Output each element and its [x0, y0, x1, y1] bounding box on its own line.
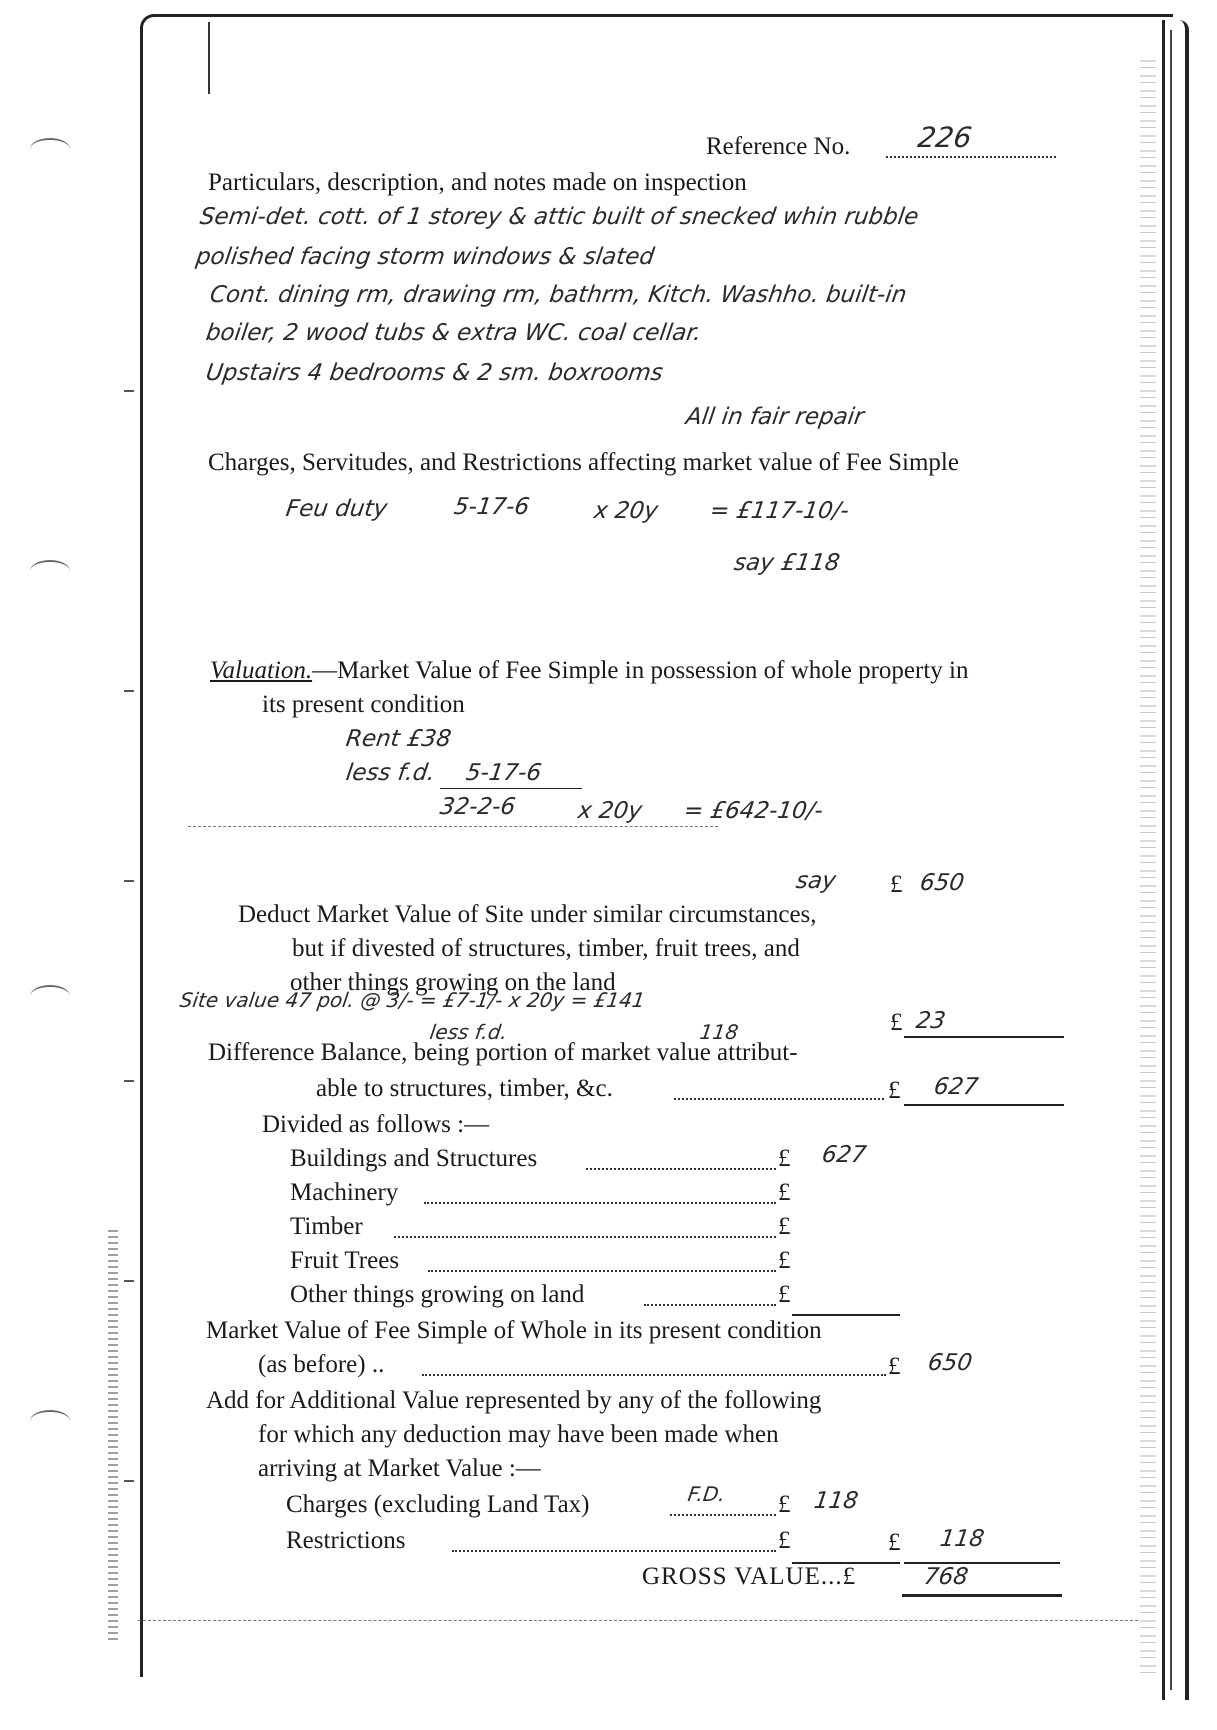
market-whole-line-1: Market Value of Fee Simple of Whole in its present condition	[206, 1317, 822, 1344]
deduct-value: 23	[914, 1008, 948, 1034]
restrictions-label: Restrictions	[286, 1527, 406, 1554]
scan-edge-noise	[1140, 60, 1156, 1680]
item-machinery-label: Machinery	[290, 1179, 399, 1206]
gross-value-label: GROSS VALUE...£	[642, 1563, 857, 1590]
rent-note: Rent £38	[344, 726, 453, 752]
site-less-fd: less f.d.	[428, 1020, 509, 1044]
market-whole-value: 650	[926, 1350, 974, 1376]
deduct-line-3: other things growing on the land	[290, 969, 616, 996]
less-fd-label: less f.d.	[344, 760, 437, 786]
deduct-rule	[904, 1036, 1064, 1038]
valuation-label: Valuation.	[210, 657, 313, 684]
margin-tick	[124, 390, 134, 392]
net-result: = £642-10/-	[682, 798, 825, 824]
note-line-5: Upstairs 4 bedrooms & 2 sm. boxrooms	[204, 360, 665, 386]
additional-line-3: arriving at Market Value :—	[258, 1455, 541, 1482]
valuation-say: say	[794, 868, 838, 894]
deduct-line-2: but if divested of structures, timber, fruit trees, and	[292, 935, 800, 962]
valuation-line-1	[210, 658, 968, 683]
difference-line-1: Difference Balance, being portion of market value attribut-	[208, 1039, 798, 1066]
note-line-1: Semi-det. cott. of 1 storey & attic built of snecked whin rubble	[198, 204, 921, 230]
particulars-heading: Particulars, description, and notes made on inspection	[208, 169, 747, 196]
margin-tick	[124, 1480, 134, 1482]
reference-value: 226	[915, 121, 974, 154]
difference-pound: £	[888, 1077, 901, 1104]
dashed-divider	[188, 826, 718, 827]
additional-charges-pound: £	[778, 1491, 791, 1518]
leader-dots	[586, 1168, 776, 1170]
leader-dots	[452, 1550, 776, 1552]
item-other-label: Other things growing on land	[290, 1281, 585, 1308]
margin-tick	[124, 1080, 134, 1082]
site-value-note: Site value 47 pol. @ 3/- = £7-1/- x 20y = £141	[178, 988, 647, 1012]
additional-charges-note: F.D.	[686, 1482, 727, 1506]
deduct-pound: £	[890, 1009, 903, 1036]
feu-duty-amount: 5-17-6	[452, 494, 532, 520]
leader-dots	[424, 1202, 776, 1204]
scan-left-noise	[108, 1230, 118, 1640]
margin-mark	[208, 22, 210, 94]
additional-line-1: Add for Additional Value represented by any of the following	[206, 1387, 822, 1414]
leader-dots	[670, 1514, 776, 1516]
gross-value: 768	[922, 1564, 970, 1590]
note-line-6: All in fair repair	[684, 404, 866, 430]
feu-duty-label: Feu duty	[284, 496, 389, 522]
binder-hole-mark	[30, 1410, 70, 1432]
gross-value-rule	[902, 1594, 1062, 1597]
market-whole-pound: £	[888, 1353, 901, 1380]
net-multiplier: x 20y	[576, 798, 644, 824]
margin-tick	[124, 690, 134, 692]
item-other-pound: £	[778, 1281, 791, 1308]
difference-value: 627	[932, 1074, 980, 1100]
less-fd-value: 5-17-6	[464, 760, 544, 786]
bottom-dashed-rule	[138, 1620, 1138, 1621]
divided-heading: Divided as follows :—	[262, 1111, 490, 1138]
subtraction-rule	[440, 788, 582, 789]
page-edge-inner	[1170, 30, 1176, 1690]
item-fruit-trees-label: Fruit Trees	[290, 1247, 400, 1274]
item-buildings-pound: £	[778, 1145, 791, 1172]
valuation-value: 650	[918, 870, 966, 896]
reference-line	[886, 156, 1056, 158]
note-line-4: boiler, 2 wood tubs & extra WC. coal cellar.	[204, 320, 703, 346]
item-machinery-pound: £	[778, 1179, 791, 1206]
item-buildings-value: 627	[820, 1142, 868, 1168]
item-timber-pound: £	[778, 1213, 791, 1240]
margin-tick	[124, 1280, 134, 1282]
leader-dots	[428, 1270, 776, 1272]
site-fd-value: 118	[698, 1020, 740, 1044]
charges-heading: Charges, Servitudes, and Restrictions affecting market value of Fee Simple	[208, 449, 959, 476]
binder-hole-mark	[30, 138, 70, 160]
additional-charges-value: 118	[812, 1488, 860, 1514]
binder-hole-mark	[30, 985, 70, 1007]
deduct-line-1: Deduct Market Value of Site under similar circumstances,	[238, 901, 817, 928]
additional-total-pound: £	[888, 1529, 901, 1556]
reference-label: Reference No.	[706, 133, 851, 160]
feu-duty-say: say £118	[732, 550, 842, 576]
leader-dots	[674, 1098, 884, 1100]
item-timber-label: Timber	[290, 1213, 363, 1240]
leader-dots	[422, 1374, 886, 1376]
difference-rule	[904, 1104, 1064, 1106]
binder-hole-mark	[30, 560, 70, 582]
additional-charges-label: Charges (excluding Land Tax)	[286, 1491, 590, 1518]
margin-tick	[124, 880, 134, 882]
feu-duty-result: = £117-10/-	[708, 498, 851, 524]
item-buildings-label: Buildings and Structures	[290, 1145, 538, 1172]
valuation-text-1: —Market Value of Fee Simple in possession of whole property in	[312, 657, 969, 684]
difference-line-2: able to structures, timber, &c.	[316, 1075, 613, 1102]
item-fruit-trees-pound: £	[778, 1247, 791, 1274]
restrictions-pound: £	[778, 1527, 791, 1554]
net-rent: 32-2-6	[438, 794, 518, 820]
valuation-pound: £	[890, 871, 903, 898]
additional-line-2: for which any deduction may have been made when	[258, 1421, 779, 1448]
divided-total-rule	[792, 1314, 900, 1316]
market-whole-line-2: (as before) ..	[258, 1351, 385, 1378]
note-line-3: Cont. dining rm, drawing rm, bathrm, Kitch. Washho. built-in	[208, 282, 909, 308]
valuation-text-2: its present condition	[262, 691, 465, 718]
additional-total-value: 118	[938, 1526, 986, 1552]
leader-dots	[394, 1236, 776, 1238]
leader-dots	[644, 1304, 776, 1306]
note-line-2: polished facing storm windows & slated	[194, 244, 656, 270]
feu-duty-multiplier: x 20y	[592, 498, 660, 524]
